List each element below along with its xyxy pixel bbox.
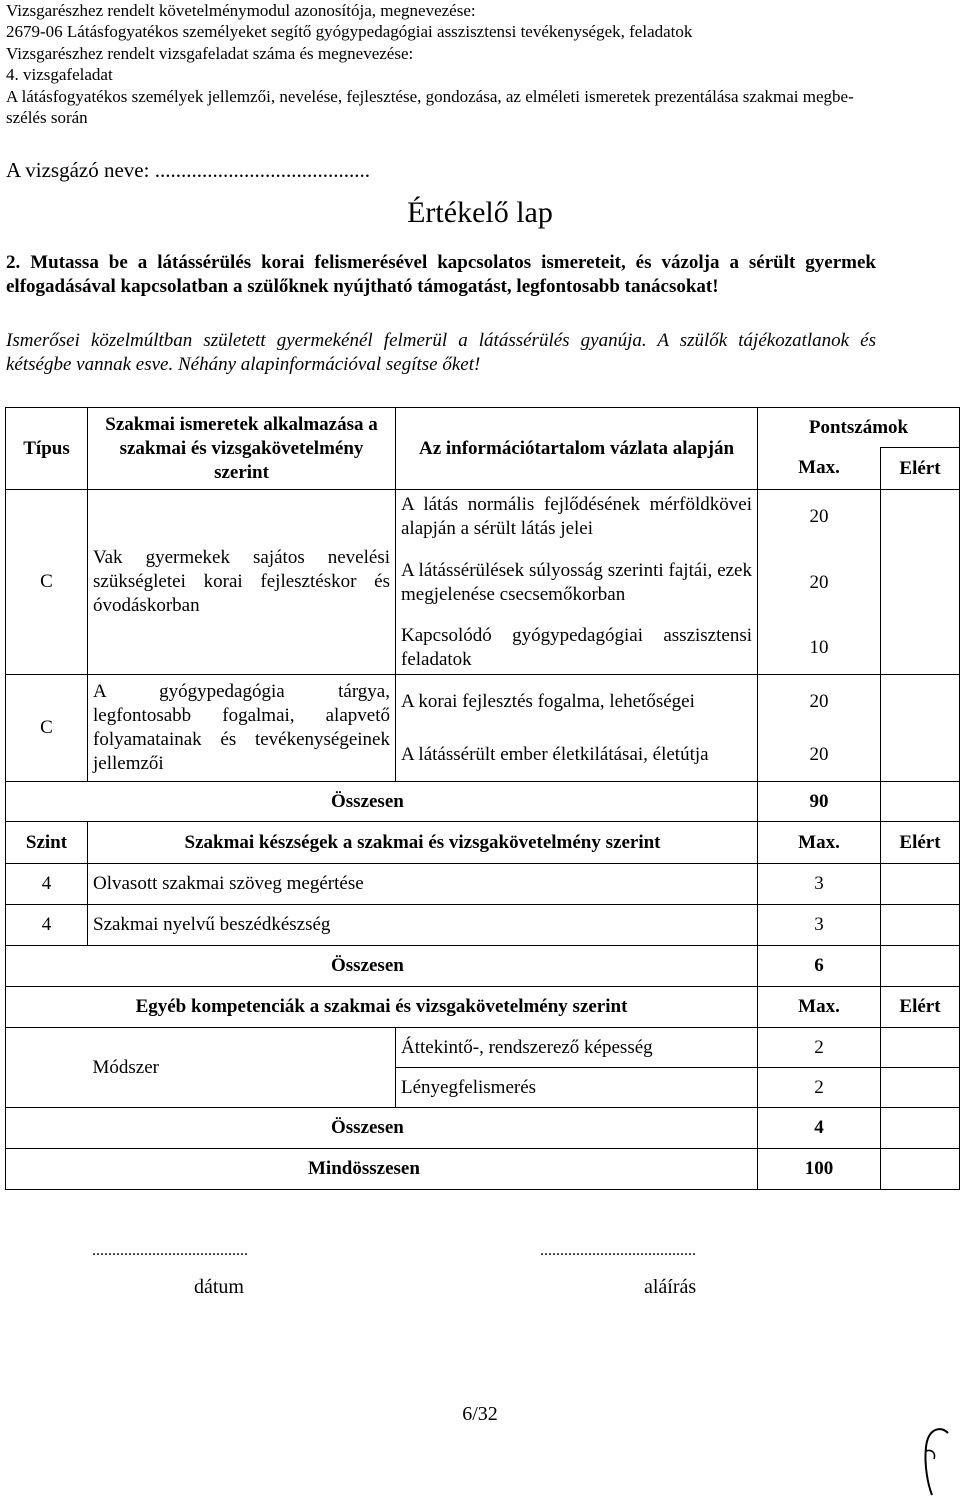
group-1-item-1-achieved[interactable]	[881, 490, 960, 544]
header-skills: Szakmai készségek a szakmai és vizsgakövetelmény szerint	[88, 822, 758, 864]
group-1-topic: Vak gyermekek sajátos nevelési szükségletei korai fejlesztéskor és óvodáskorban	[88, 490, 396, 675]
grand-total-label: Mindösszesen	[6, 1149, 758, 1190]
exam-question: 2. Mutassa be a látássérülés korai felismerésével kapcsolatos ismereteit, és vázolja a sérült gyermek elfogadásával kapcsolatban a szülőknek nyújtható támogatást, legfontosabb tanácsokat!	[6, 252, 876, 297]
header-max: Max.	[758, 448, 881, 490]
header-knowledge: Szakmai ismeretek alkalmazása a szakmai és vizsgakövetelmény szerint	[88, 408, 396, 490]
group-2-item-1-achieved[interactable]	[881, 675, 960, 730]
group-2-item-1: A korai fejlesztés fogalma, lehetőségei	[396, 675, 758, 730]
group-2-item-2: A látássérült ember életkilátásai, életútja	[396, 730, 758, 782]
group-2-item-2-max: 20	[758, 730, 881, 782]
skill-2-level: 4	[6, 905, 88, 946]
group-2-item-2-achieved[interactable]	[881, 730, 960, 782]
table3-total-achieved[interactable]	[881, 1108, 960, 1149]
signature-label: aláírás	[644, 1276, 697, 1298]
other-2-max: 2	[758, 1068, 881, 1108]
table2-total-achieved[interactable]	[881, 946, 960, 987]
other-1-max: 2	[758, 1028, 881, 1068]
header-skills-achieved: Elért	[881, 822, 960, 864]
group-2-topic: A gyógypedagógia tárgya, legfontosabb fogalmai, alapvető folyamatainak és tevékenységeinek jellemzői	[88, 675, 396, 782]
other-spacer	[6, 1028, 88, 1108]
header-module-label: Vizsgarészhez rendelt követelménymodul azonosítója, megnevezése:	[6, 1, 476, 20]
other-category: Módszer	[88, 1028, 396, 1108]
header-level: Szint	[6, 822, 88, 864]
group-2-item-1-max: 20	[758, 675, 881, 730]
group-1-item-2-max: 20	[758, 544, 881, 622]
header-task-number: 4. vizsgafeladat	[6, 65, 113, 85]
evaluation-table	[5, 407, 960, 1190]
table2-total-label: Összesen	[6, 946, 758, 987]
group-1-item-1: A látás normális fejlődésének mérföldkövei alapján a sérült látás jelei	[396, 490, 758, 544]
header-task-name-1: A látásfogyatékos személyek jellemzői, nevelése, fejlesztése, gondozása, az elméleti ismeretek prezentálása szakmai megbe-	[6, 86, 854, 106]
skill-1-max: 3	[758, 864, 881, 905]
exam-scenario: Ismerősei közelmúltban született gyermekénél felmerül a látássérülés gyanúja. A szülők tájékozatlanok és kétségbe vannak esve. Néhány alapinformációval segítse őket!	[6, 330, 876, 375]
page-number: 6/32	[462, 1403, 498, 1425]
table1-total-value: 90	[758, 782, 881, 822]
grand-total-value: 100	[758, 1149, 881, 1190]
header-other: Egyéb kompetenciák a szakmai és vizsgakövetelmény szerint	[6, 987, 758, 1028]
document-header	[6, 0, 946, 128]
skill-2-achieved[interactable]	[881, 905, 960, 946]
signature-dotted-line: .......................................	[540, 1242, 696, 1259]
group-1-type: C	[6, 490, 88, 675]
skill-1-text: Olvasott szakmai szöveg megértése	[88, 864, 758, 905]
date-dotted-line: .......................................	[92, 1242, 248, 1259]
group-1-item-2-achieved[interactable]	[881, 544, 960, 622]
skill-1-level: 4	[6, 864, 88, 905]
other-1-text: Áttekintő-, rendszerező képesség	[396, 1028, 758, 1068]
group-1-item-1-max: 20	[758, 490, 881, 544]
skill-2-text: Szakmai nyelvű beszédkészség	[88, 905, 758, 946]
other-2-achieved[interactable]	[881, 1068, 960, 1108]
table1-total-label: Összesen	[6, 782, 758, 822]
header-other-max: Max.	[758, 987, 881, 1028]
table2-total-value: 6	[758, 946, 881, 987]
other-2-text: Lényegfelismerés	[396, 1068, 758, 1108]
group-1-item-3-achieved[interactable]	[881, 622, 960, 675]
header-points: Pontszámok	[758, 408, 960, 448]
header-skills-max: Max.	[758, 822, 881, 864]
table3-total-value: 4	[758, 1108, 881, 1149]
group-1-item-3: Kapcsolódó gyógypedagógiai asszisztensi feladatok	[396, 622, 758, 675]
header-task-name-2: szélés során	[6, 108, 88, 128]
date-label: dátum	[194, 1276, 244, 1298]
header-task-label: Vizsgarészhez rendelt vizsgafeladat száma és megnevezése:	[6, 43, 414, 63]
page-title: Értékelő lap	[407, 196, 553, 229]
other-1-achieved[interactable]	[881, 1028, 960, 1068]
group-2-type: C	[6, 675, 88, 782]
table3-total-label: Összesen	[6, 1108, 758, 1149]
group-1-item-2: A látássérülések súlyosság szerinti fajtái, ezek megjelenése csecsemőkorban	[396, 544, 758, 622]
header-type: Típus	[6, 408, 88, 490]
skill-2-max: 3	[758, 905, 881, 946]
header-other-achieved: Elért	[881, 987, 960, 1028]
handwritten-mark-icon	[918, 1419, 954, 1499]
grand-total-achieved[interactable]	[881, 1149, 960, 1190]
skill-1-achieved[interactable]	[881, 864, 960, 905]
candidate-name-line: A vizsgázó neve: .........................................	[6, 158, 370, 182]
table1-total-achieved[interactable]	[881, 782, 960, 822]
group-1-item-3-max: 10	[758, 622, 881, 675]
header-achieved: Elért	[881, 448, 960, 490]
header-module-name: 2679-06 Látásfogyatékos személyeket segítő gyógypedagógiai asszisztensi tevékenységek, feladatok	[6, 22, 693, 42]
header-outline: Az információtartalom vázlata alapján	[396, 408, 758, 490]
